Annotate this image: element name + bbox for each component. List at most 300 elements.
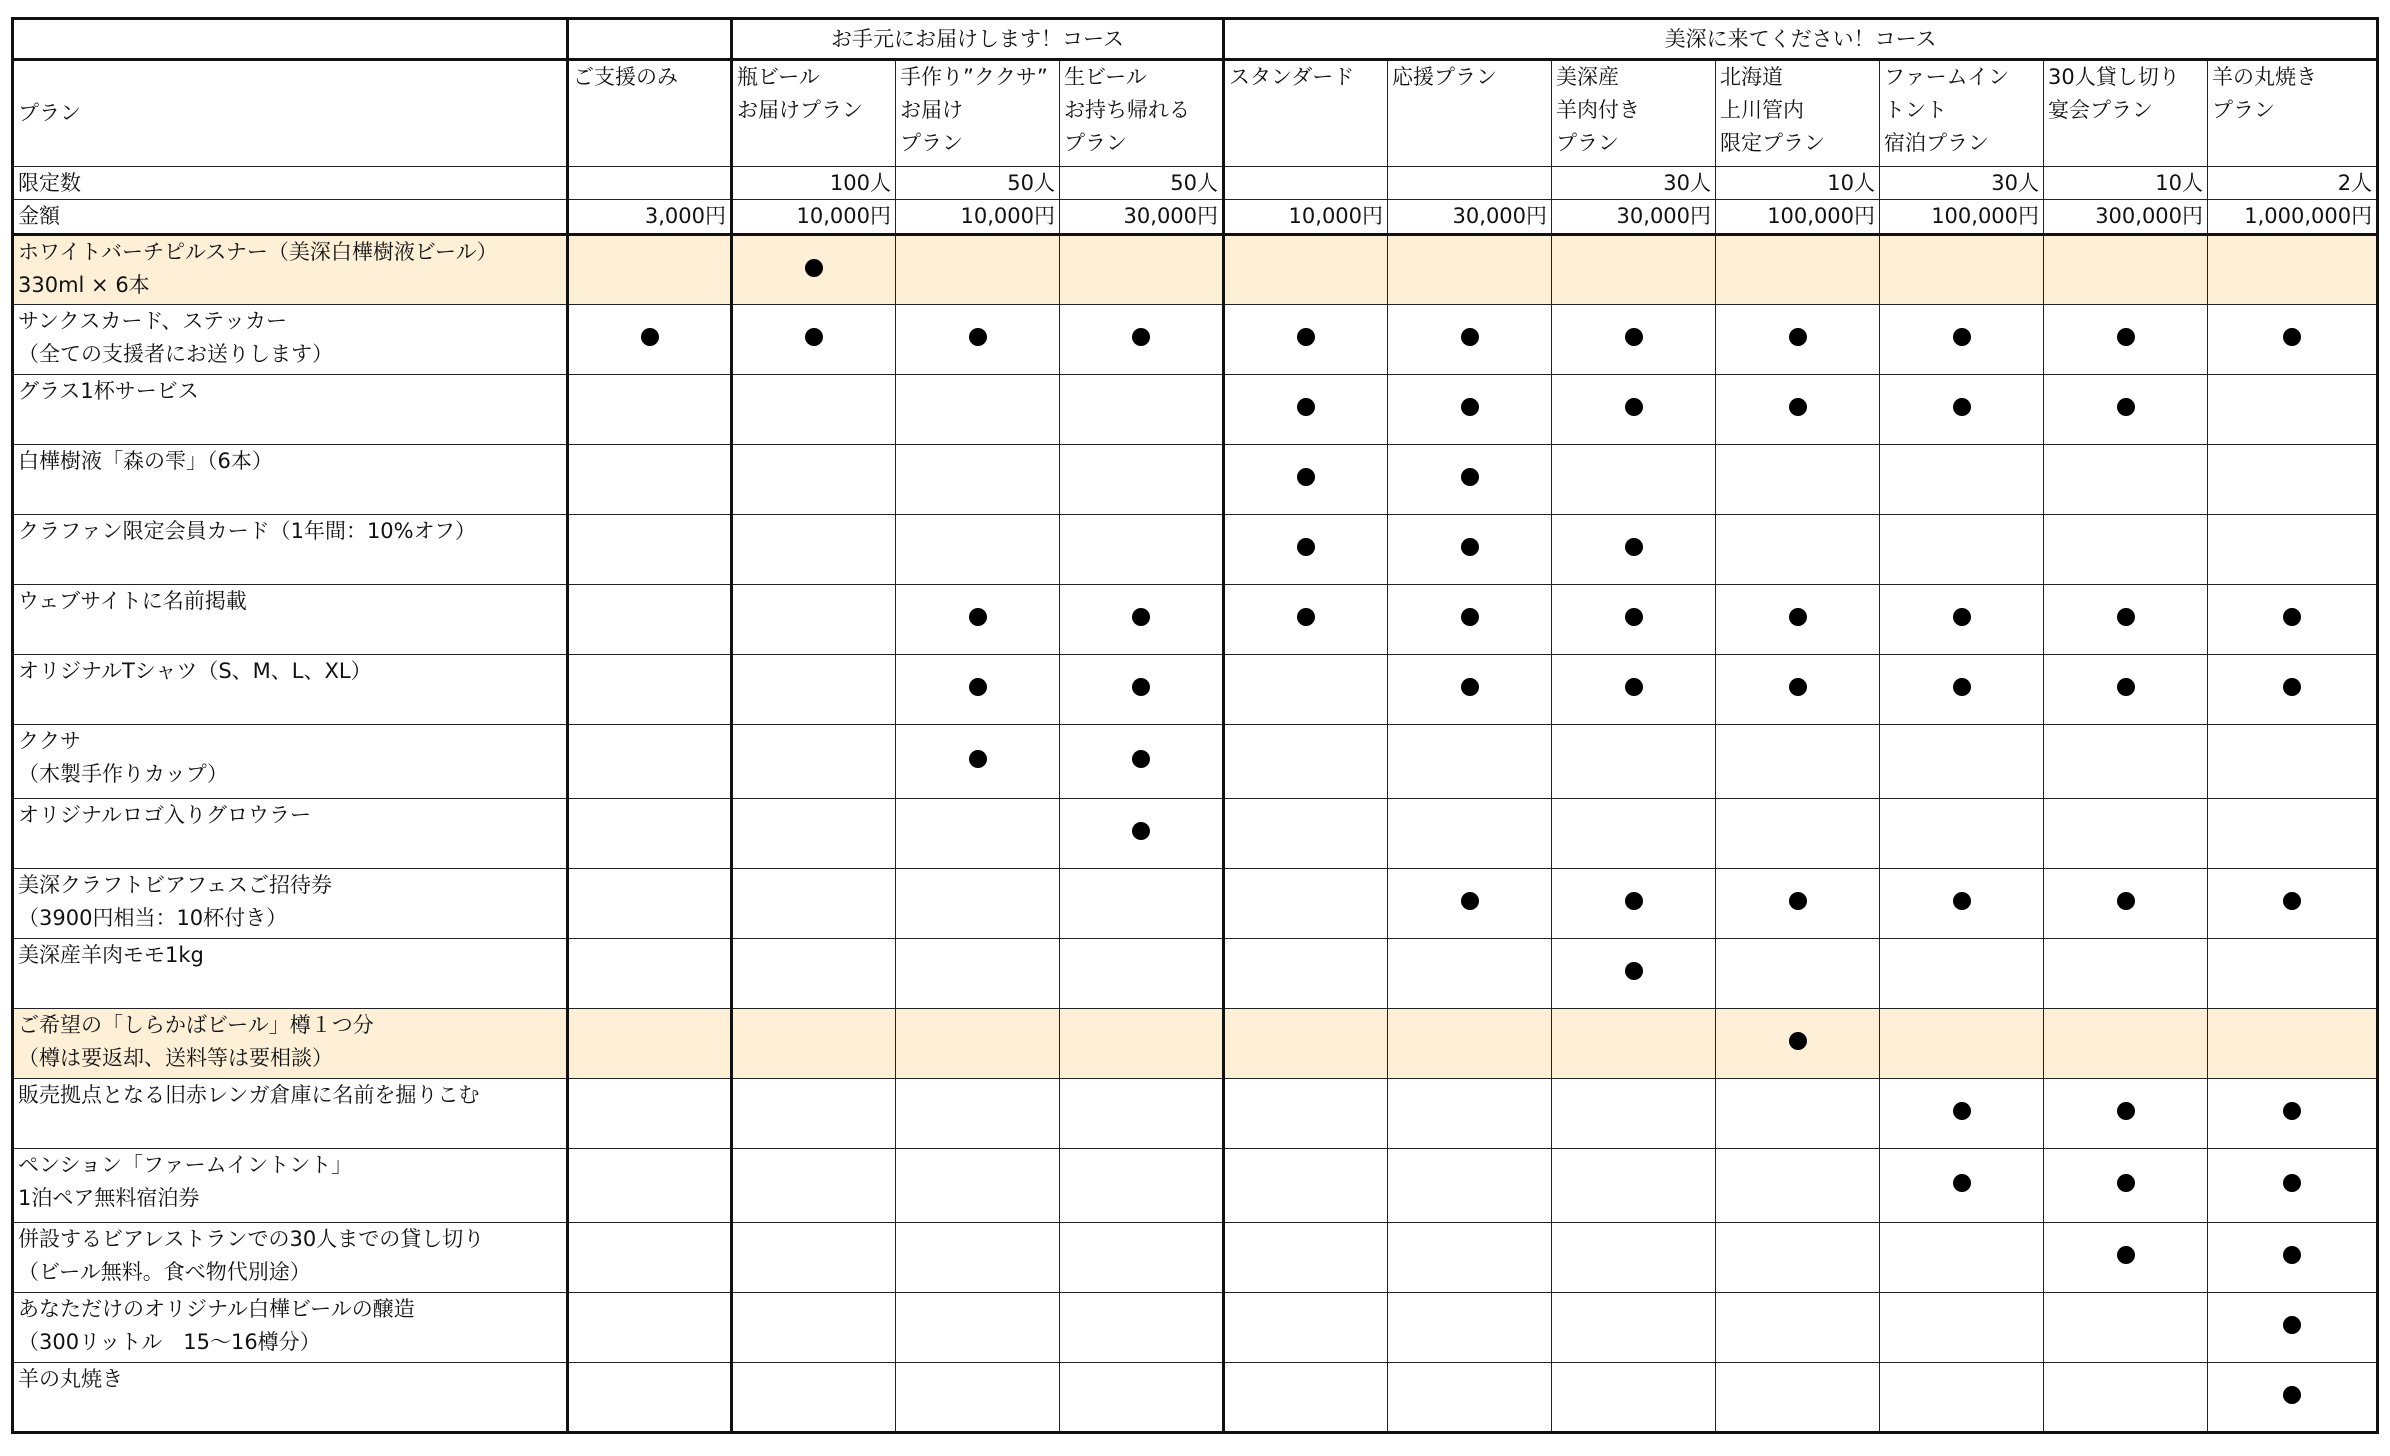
reward-row xyxy=(13,1079,2378,1149)
reward-label: ペンション「ファームイントント」 1泊ペア無料宿泊券 xyxy=(13,1149,568,1223)
reward-label: オリジナルTシャツ（S、M、L、XL） xyxy=(13,655,568,725)
reward-cell xyxy=(1880,799,2044,869)
plan-name-cell: 応援プラン xyxy=(1388,60,1552,167)
reward-cell xyxy=(1880,1223,2044,1293)
reward-cell xyxy=(1716,445,1880,515)
reward-cell xyxy=(568,1293,732,1363)
reward-cell xyxy=(568,939,732,1009)
reward-cell xyxy=(1716,799,1880,869)
reward-cell xyxy=(1716,1149,1880,1223)
plan-limit-cell xyxy=(568,167,732,200)
plan-price-cell: 1,000,000円 xyxy=(2208,200,2378,235)
reward-cell xyxy=(1880,235,2044,305)
reward-cell xyxy=(2044,939,2208,1009)
reward-cell xyxy=(1716,305,1880,375)
reward-cell xyxy=(1060,1293,1224,1363)
reward-cell xyxy=(1552,1293,1716,1363)
plan-limit-cell: 50人 xyxy=(896,167,1060,200)
reward-cell xyxy=(568,1009,732,1079)
plan-name-row xyxy=(13,60,2378,167)
reward-cell xyxy=(568,515,732,585)
reward-cell xyxy=(2208,1149,2378,1223)
reward-cell xyxy=(1716,1363,1880,1433)
reward-cell xyxy=(1716,869,1880,939)
filled-circle-icon xyxy=(1789,608,1807,626)
reward-cell xyxy=(1060,1009,1224,1079)
price-row xyxy=(13,200,2378,235)
filled-circle-icon xyxy=(969,328,987,346)
reward-cell xyxy=(896,869,1060,939)
reward-cell xyxy=(732,1363,896,1433)
reward-cell xyxy=(1224,1223,1388,1293)
reward-cell xyxy=(2208,1293,2378,1363)
reward-label: 白樺樹液「森の雫」（6本） xyxy=(13,445,568,515)
reward-cell xyxy=(1388,235,1552,305)
filled-circle-icon xyxy=(1953,678,1971,696)
filled-circle-icon xyxy=(1953,892,1971,910)
reward-cell xyxy=(1880,1079,2044,1149)
reward-cell xyxy=(1716,939,1880,1009)
filled-circle-icon xyxy=(1625,538,1643,556)
reward-cell xyxy=(2208,375,2378,445)
reward-cell xyxy=(2208,655,2378,725)
filled-circle-icon xyxy=(805,328,823,346)
reward-cell xyxy=(1224,305,1388,375)
reward-cell xyxy=(732,1149,896,1223)
reward-cell xyxy=(1060,869,1224,939)
reward-cell xyxy=(1880,1009,2044,1079)
reward-cell xyxy=(732,305,896,375)
reward-cell xyxy=(1224,445,1388,515)
filled-circle-icon xyxy=(2117,608,2135,626)
reward-cell xyxy=(1716,655,1880,725)
reward-label: サンクスカード、ステッカー （全ての支援者にお送りします） xyxy=(13,305,568,375)
reward-cell xyxy=(1552,655,1716,725)
reward-cell xyxy=(1716,585,1880,655)
reward-cell xyxy=(1388,445,1552,515)
reward-cell xyxy=(568,1149,732,1223)
plan-limit-cell: 30人 xyxy=(1552,167,1716,200)
plan-name-cell: スタンダード xyxy=(1224,60,1388,167)
filled-circle-icon xyxy=(1297,398,1315,416)
plan-name-cell: 北海道 上川管内 限定プラン xyxy=(1716,60,1880,167)
filled-circle-icon xyxy=(2283,1386,2301,1404)
filled-circle-icon xyxy=(1953,328,1971,346)
reward-label: ホワイトバーチピルスナー（美深白樺樹液ビール） 330ml × 6本 xyxy=(13,235,568,305)
reward-cell xyxy=(1552,1009,1716,1079)
reward-cell xyxy=(896,1009,1060,1079)
reward-label: クラファン限定会員カード（1年間：10%オフ） xyxy=(13,515,568,585)
reward-cell xyxy=(2044,1009,2208,1079)
reward-cell xyxy=(1060,1079,1224,1149)
plan-limit-cell xyxy=(1224,167,1388,200)
plan-limit-cell: 30人 xyxy=(1880,167,2044,200)
reward-cell xyxy=(1552,1223,1716,1293)
reward-cell xyxy=(568,585,732,655)
reward-cell xyxy=(1880,305,2044,375)
reward-cell xyxy=(1880,375,2044,445)
reward-cell xyxy=(1552,235,1716,305)
plan-price-cell: 10,000円 xyxy=(732,200,896,235)
plan-price-cell: 10,000円 xyxy=(896,200,1060,235)
filled-circle-icon xyxy=(1461,398,1479,416)
plan-name-cell: 生ビール お持ち帰れる プラン xyxy=(1060,60,1224,167)
filled-circle-icon xyxy=(2283,1316,2301,1334)
reward-table-sheet xyxy=(11,17,2376,1437)
filled-circle-icon xyxy=(1625,328,1643,346)
filled-circle-icon xyxy=(2117,398,2135,416)
reward-cell xyxy=(896,445,1060,515)
reward-cell xyxy=(1716,375,1880,445)
reward-row xyxy=(13,1363,2378,1433)
reward-cell xyxy=(1224,799,1388,869)
plan-limit-cell: 50人 xyxy=(1060,167,1224,200)
table-body xyxy=(13,19,2378,1433)
reward-cell xyxy=(2208,1009,2378,1079)
plan-limit-cell: 100人 xyxy=(732,167,896,200)
reward-cell xyxy=(896,1363,1060,1433)
reward-row xyxy=(13,235,2378,305)
filled-circle-icon xyxy=(1297,538,1315,556)
reward-row xyxy=(13,1009,2378,1079)
reward-cell xyxy=(1060,445,1224,515)
reward-cell xyxy=(2044,1223,2208,1293)
reward-cell xyxy=(1060,799,1224,869)
reward-cell xyxy=(1552,799,1716,869)
reward-cell xyxy=(732,445,896,515)
filled-circle-icon xyxy=(1953,1174,1971,1192)
reward-cell xyxy=(1716,725,1880,799)
reward-cell xyxy=(1060,655,1224,725)
reward-cell xyxy=(1716,515,1880,585)
filled-circle-icon xyxy=(1625,608,1643,626)
filled-circle-icon xyxy=(2117,328,2135,346)
reward-cell xyxy=(1388,375,1552,445)
reward-cell xyxy=(568,305,732,375)
plan-limit-cell xyxy=(1388,167,1552,200)
reward-cell xyxy=(732,869,896,939)
reward-cell xyxy=(1716,1223,1880,1293)
plan-header-label: プラン xyxy=(13,60,568,167)
reward-label: 美深クラフトビアフェスご招待券 （3900円相当：10杯付き） xyxy=(13,869,568,939)
plan-name-cell: 30人貸し切り 宴会プラン xyxy=(2044,60,2208,167)
reward-cell xyxy=(1224,585,1388,655)
reward-cell xyxy=(2208,515,2378,585)
reward-cell xyxy=(896,1223,1060,1293)
filled-circle-icon xyxy=(1461,538,1479,556)
filled-circle-icon xyxy=(2283,328,2301,346)
filled-circle-icon xyxy=(1132,608,1150,626)
reward-cell xyxy=(1388,1223,1552,1293)
filled-circle-icon xyxy=(1297,608,1315,626)
limit-row xyxy=(13,167,2378,200)
reward-cell xyxy=(1880,1363,2044,1433)
reward-label: オリジナルロゴ入りグロウラー xyxy=(13,799,568,869)
reward-cell xyxy=(1224,939,1388,1009)
plan-price-cell: 10,000円 xyxy=(1224,200,1388,235)
filled-circle-icon xyxy=(2117,892,2135,910)
plan-name-cell: 瓶ビール お届けプラン xyxy=(732,60,896,167)
reward-cell xyxy=(568,725,732,799)
reward-cell xyxy=(568,869,732,939)
reward-cell xyxy=(1388,305,1552,375)
reward-row xyxy=(13,515,2378,585)
reward-cell xyxy=(1552,585,1716,655)
course-header-blank xyxy=(568,19,732,60)
reward-cell xyxy=(1552,1079,1716,1149)
filled-circle-icon xyxy=(1953,398,1971,416)
plan-name-cell: 羊の丸焼き プラン xyxy=(2208,60,2378,167)
reward-cell xyxy=(1552,939,1716,1009)
filled-circle-icon xyxy=(2117,678,2135,696)
filled-circle-icon xyxy=(969,678,987,696)
filled-circle-icon xyxy=(2283,1246,2301,1264)
reward-cell xyxy=(1388,939,1552,1009)
reward-cell xyxy=(2208,305,2378,375)
reward-cell xyxy=(732,585,896,655)
plan-limit-cell: 2人 xyxy=(2208,167,2378,200)
reward-plan-table xyxy=(11,17,2379,1434)
reward-row xyxy=(13,445,2378,515)
reward-cell xyxy=(732,515,896,585)
reward-row xyxy=(13,655,2378,725)
reward-cell xyxy=(1552,305,1716,375)
reward-cell xyxy=(1552,869,1716,939)
reward-cell xyxy=(568,1223,732,1293)
reward-cell xyxy=(2044,725,2208,799)
filled-circle-icon xyxy=(1461,678,1479,696)
filled-circle-icon xyxy=(1461,892,1479,910)
reward-cell xyxy=(1716,1293,1880,1363)
reward-cell xyxy=(1060,939,1224,1009)
reward-cell xyxy=(1388,1079,1552,1149)
reward-cell xyxy=(896,235,1060,305)
reward-cell xyxy=(1880,655,2044,725)
reward-cell xyxy=(732,1009,896,1079)
reward-cell xyxy=(1060,1149,1224,1223)
plan-name-cell: ファームイン トント 宿泊プラン xyxy=(1880,60,2044,167)
reward-label: ウェブサイトに名前掲載 xyxy=(13,585,568,655)
reward-cell xyxy=(1224,1079,1388,1149)
plan-price-cell: 30,000円 xyxy=(1388,200,1552,235)
reward-row xyxy=(13,939,2378,1009)
reward-label: グラス1杯サービス xyxy=(13,375,568,445)
reward-cell xyxy=(896,1293,1060,1363)
reward-cell xyxy=(1552,1363,1716,1433)
filled-circle-icon xyxy=(1461,608,1479,626)
reward-label: 美深産羊肉モモ1kg xyxy=(13,939,568,1009)
reward-cell xyxy=(2208,869,2378,939)
plan-price-cell: 30,000円 xyxy=(1552,200,1716,235)
reward-cell xyxy=(1880,939,2044,1009)
reward-cell xyxy=(1552,375,1716,445)
filled-circle-icon xyxy=(1461,328,1479,346)
filled-circle-icon xyxy=(2283,892,2301,910)
reward-cell xyxy=(732,1223,896,1293)
reward-cell xyxy=(896,515,1060,585)
reward-row xyxy=(13,799,2378,869)
reward-cell xyxy=(1224,655,1388,725)
filled-circle-icon xyxy=(2117,1102,2135,1120)
filled-circle-icon xyxy=(1625,962,1643,980)
reward-cell xyxy=(2208,1079,2378,1149)
reward-label: 併設するビアレストランでの30人までの貸し切り （ビール無料。食べ物代別途） xyxy=(13,1223,568,1293)
plan-price-cell: 100,000円 xyxy=(1716,200,1880,235)
reward-cell xyxy=(2208,939,2378,1009)
reward-cell xyxy=(1388,515,1552,585)
course-header-delivery: お手元にお届けします！コース xyxy=(732,19,1224,60)
reward-cell xyxy=(1388,799,1552,869)
reward-cell xyxy=(2208,725,2378,799)
reward-label: 販売拠点となる旧赤レンガ倉庫に名前を掘りこむ xyxy=(13,1079,568,1149)
reward-cell xyxy=(1224,1293,1388,1363)
reward-cell xyxy=(1552,1149,1716,1223)
filled-circle-icon xyxy=(1461,468,1479,486)
reward-cell xyxy=(568,1079,732,1149)
reward-cell xyxy=(732,375,896,445)
reward-cell xyxy=(1224,1149,1388,1223)
reward-cell xyxy=(732,1079,896,1149)
reward-cell xyxy=(2044,585,2208,655)
reward-cell xyxy=(2208,799,2378,869)
reward-cell xyxy=(568,799,732,869)
reward-cell xyxy=(896,655,1060,725)
reward-row xyxy=(13,869,2378,939)
filled-circle-icon xyxy=(1297,468,1315,486)
reward-row xyxy=(13,1293,2378,1363)
filled-circle-icon xyxy=(1789,678,1807,696)
reward-cell xyxy=(732,235,896,305)
reward-cell xyxy=(1224,235,1388,305)
reward-cell xyxy=(896,725,1060,799)
reward-cell xyxy=(1388,869,1552,939)
reward-cell xyxy=(896,1079,1060,1149)
reward-label: ご希望の「しらかばビール」樽１つ分 （樽は要返却、送料等は要相談） xyxy=(13,1009,568,1079)
plan-price-cell: 100,000円 xyxy=(1880,200,2044,235)
filled-circle-icon xyxy=(1297,328,1315,346)
price-label: 金額 xyxy=(13,200,568,235)
reward-cell xyxy=(732,799,896,869)
course-header-visit: 美深に来てください！コース xyxy=(1224,19,2378,60)
reward-label: ククサ （木製手作りカップ） xyxy=(13,725,568,799)
reward-cell xyxy=(896,799,1060,869)
reward-cell xyxy=(2044,375,2208,445)
reward-cell xyxy=(2208,235,2378,305)
reward-cell xyxy=(568,235,732,305)
filled-circle-icon xyxy=(2117,1174,2135,1192)
reward-cell xyxy=(1716,1079,1880,1149)
filled-circle-icon xyxy=(2283,678,2301,696)
reward-cell xyxy=(1388,1363,1552,1433)
reward-cell xyxy=(1880,1293,2044,1363)
filled-circle-icon xyxy=(1953,1102,1971,1120)
reward-cell xyxy=(1224,375,1388,445)
filled-circle-icon xyxy=(969,750,987,768)
reward-cell xyxy=(2044,1293,2208,1363)
reward-cell xyxy=(1880,515,2044,585)
filled-circle-icon xyxy=(1132,328,1150,346)
reward-cell xyxy=(896,1149,1060,1223)
reward-cell xyxy=(568,445,732,515)
plan-price-cell: 3,000円 xyxy=(568,200,732,235)
reward-cell xyxy=(1388,655,1552,725)
reward-cell xyxy=(1880,585,2044,655)
reward-cell xyxy=(1880,445,2044,515)
reward-cell xyxy=(1388,1009,1552,1079)
reward-cell xyxy=(896,939,1060,1009)
reward-cell xyxy=(732,939,896,1009)
reward-cell xyxy=(2044,235,2208,305)
reward-cell xyxy=(2044,515,2208,585)
plan-name-cell: ご支援のみ xyxy=(568,60,732,167)
reward-cell xyxy=(1224,515,1388,585)
filled-circle-icon xyxy=(2283,1174,2301,1192)
reward-cell xyxy=(1388,725,1552,799)
reward-cell xyxy=(1060,585,1224,655)
reward-cell xyxy=(896,585,1060,655)
reward-row xyxy=(13,1149,2378,1223)
filled-circle-icon xyxy=(1789,892,1807,910)
filled-circle-icon xyxy=(1132,822,1150,840)
reward-cell xyxy=(2044,1149,2208,1223)
filled-circle-icon xyxy=(1625,398,1643,416)
reward-cell xyxy=(1060,725,1224,799)
reward-cell xyxy=(2044,445,2208,515)
reward-cell xyxy=(1060,1223,1224,1293)
plan-price-cell: 30,000円 xyxy=(1060,200,1224,235)
reward-cell xyxy=(2044,799,2208,869)
filled-circle-icon xyxy=(805,259,823,277)
reward-cell xyxy=(1224,869,1388,939)
reward-cell xyxy=(732,1293,896,1363)
reward-row xyxy=(13,375,2378,445)
reward-cell xyxy=(1552,445,1716,515)
course-header-row xyxy=(13,19,2378,60)
reward-cell xyxy=(1880,1149,2044,1223)
reward-cell xyxy=(2044,869,2208,939)
reward-cell xyxy=(896,305,1060,375)
limit-label: 限定数 xyxy=(13,167,568,200)
filled-circle-icon xyxy=(1789,398,1807,416)
reward-cell xyxy=(1060,305,1224,375)
reward-cell xyxy=(732,725,896,799)
reward-cell xyxy=(2044,1363,2208,1433)
reward-cell xyxy=(1224,725,1388,799)
plan-price-cell: 300,000円 xyxy=(2044,200,2208,235)
reward-row xyxy=(13,1223,2378,1293)
plan-name-cell: 美深産 羊肉付き プラン xyxy=(1552,60,1716,167)
reward-cell xyxy=(1388,1149,1552,1223)
reward-cell xyxy=(2208,1223,2378,1293)
plan-name-cell: 手作り”ククサ” お届け プラン xyxy=(896,60,1060,167)
reward-cell xyxy=(1060,1363,1224,1433)
plan-limit-cell: 10人 xyxy=(1716,167,1880,200)
reward-label: あなただけのオリジナル白樺ビールの醸造 （300リットル 15〜16樽分） xyxy=(13,1293,568,1363)
reward-cell xyxy=(1388,1293,1552,1363)
reward-cell xyxy=(1060,375,1224,445)
filled-circle-icon xyxy=(1789,328,1807,346)
reward-cell xyxy=(1388,585,1552,655)
reward-cell xyxy=(2208,1363,2378,1433)
reward-row xyxy=(13,725,2378,799)
reward-cell xyxy=(2208,445,2378,515)
filled-circle-icon xyxy=(2117,1246,2135,1264)
reward-row xyxy=(13,585,2378,655)
filled-circle-icon xyxy=(1625,892,1643,910)
reward-cell xyxy=(568,1363,732,1433)
filled-circle-icon xyxy=(1953,608,1971,626)
reward-cell xyxy=(1716,1009,1880,1079)
